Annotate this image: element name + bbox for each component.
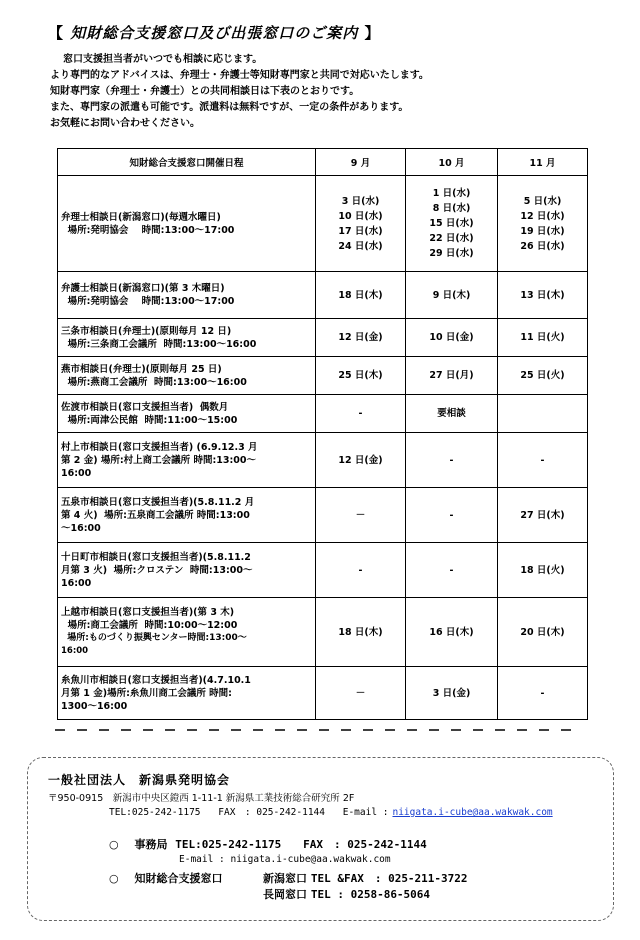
cell-value: -	[358, 564, 363, 576]
office-email: E-mail : niigata.i-cube@aa.wakwak.com	[179, 854, 391, 865]
intro-line: また、専門家の派遣も可能です。派遣料は無料ですが、一定の条件があります。	[50, 102, 409, 113]
cell-value: －	[355, 687, 366, 699]
cell-value: 5 日(水) 12 日(水) 19 日(水) 26 日(水)	[520, 195, 565, 252]
description-line: 場所:発明協会 時間:13:00～17:00	[61, 224, 235, 236]
cell-value: －	[355, 509, 366, 521]
cell-value: 27 日(木)	[520, 509, 565, 521]
row-description	[58, 488, 316, 543]
cell-oct	[406, 667, 498, 720]
description-line: 五泉市相談日(窓口支援担当者)(5.8.11.2 月	[61, 496, 255, 508]
cell-oct	[406, 176, 498, 272]
cell-nov	[498, 543, 588, 598]
table-row	[58, 176, 588, 272]
cell-value: 9 日(木)	[432, 289, 471, 301]
cell-value: -	[449, 454, 454, 466]
description-line: 場所:燕商工会議所 時間:13:00～16:00	[61, 376, 247, 388]
description-line: 村上市相談日(窓口支援担当者) (6.9.12.3 月	[61, 441, 258, 453]
row-description	[58, 272, 316, 319]
row-description	[58, 667, 316, 720]
title-text: 知財総合支援窓口及び出張窓口のご案内	[70, 24, 359, 42]
cell-oct	[406, 488, 498, 543]
description-line: 16:00	[61, 467, 92, 479]
description-line: 場所:商工会議所 時間:10:00～12:00	[61, 620, 238, 631]
description-line: ～16:00	[61, 522, 101, 534]
description-line: 月第 3 火) 場所:クロステン 時間:13:00～	[61, 564, 253, 576]
row-description	[58, 598, 316, 667]
cell-value: 27 日(月)	[429, 370, 474, 381]
table-header-row	[58, 149, 588, 176]
cell-value: -	[540, 687, 545, 699]
cell-sep	[316, 176, 406, 272]
table-body	[58, 176, 588, 720]
cell-value: 12 日(金)	[338, 454, 383, 466]
table-row	[58, 395, 588, 433]
description-line: 月第 1 金)場所:糸魚川商工会議所 時間:	[61, 687, 232, 699]
cell-oct	[406, 319, 498, 357]
description-line: 三条市相談日(弁理士)(原則毎月 12 日)	[61, 325, 232, 337]
bullet-icon: ○	[109, 838, 119, 851]
org-tel: TEL:025-242-1175	[109, 807, 201, 818]
office-row	[109, 836, 427, 852]
org-fax: FAX : 025-242-1144	[218, 807, 325, 818]
table-row	[58, 319, 588, 357]
office-fax: FAX : 025-242-1144	[303, 838, 427, 851]
table-row	[58, 667, 588, 720]
cell-nov	[498, 395, 588, 433]
center-label: 知財総合支援窓口	[134, 872, 223, 885]
nagaoka-row	[263, 886, 430, 902]
cell-value: 11 日(火)	[520, 332, 565, 343]
cell-value: 10 日(金)	[429, 332, 474, 343]
table-row	[58, 433, 588, 488]
cell-value: 20 日(木)	[520, 626, 565, 638]
row-description	[58, 543, 316, 598]
cell-value: 1 日(水) 8 日(水) 15 日(水) 22 日(水) 29 日(水)	[429, 188, 474, 259]
intro-line: お気軽にお問い合わせください。	[50, 118, 200, 129]
cell-value: 16 日(木)	[429, 626, 474, 638]
header-schedule: 知財総合支援窓口開催日程	[58, 149, 316, 176]
bullet-icon: ○	[109, 872, 119, 885]
cell-sep	[316, 543, 406, 598]
description-line: 第 2 金) 場所:村上商工会議所 時間:13:00～	[61, 454, 257, 466]
niigata-tel: TEL &FAX : 025-211-3722	[310, 872, 468, 885]
row-description	[58, 395, 316, 433]
cell-nov	[498, 272, 588, 319]
intro-paragraph	[50, 52, 429, 132]
description-line: 場所:発明協会 時間:13:00～17:00	[61, 296, 235, 307]
row-description	[58, 357, 316, 395]
org-email-label: E-mail :	[342, 807, 389, 818]
cell-sep	[316, 357, 406, 395]
cell-oct	[406, 543, 498, 598]
cell-value: 25 日(木)	[338, 370, 383, 381]
description-line: 燕市相談日(弁理士)(原則毎月 25 日)	[61, 363, 222, 375]
table-row	[58, 357, 588, 395]
description-line: 場所:ものづくり振興センター時間:13:00～	[61, 633, 247, 643]
nagaoka-tel: TEL : 0258-86-5064	[310, 888, 431, 901]
center-row	[109, 870, 222, 886]
description-line: 16:00	[61, 646, 89, 656]
row-description	[58, 433, 316, 488]
cell-sep	[316, 667, 406, 720]
description-line: 佐渡市相談日(窓口支援担当者) 偶数月	[61, 401, 229, 413]
cell-value: 3 日(金)	[432, 687, 471, 699]
cell-value: 25 日(火)	[520, 370, 565, 381]
cell-oct	[406, 357, 498, 395]
cell-value: 3 日(水) 10 日(水) 17 日(水) 24 日(水)	[338, 195, 383, 252]
cell-value: -	[540, 454, 545, 466]
description-line: 16:00	[61, 577, 92, 589]
title-close-bracket: 】	[364, 24, 381, 42]
office-tel: TEL:025-242-1175	[175, 838, 282, 851]
nagaoka-label: 長岡窓口	[263, 888, 307, 901]
cell-sep	[316, 488, 406, 543]
description-line: 弁護士相談日(新潟窓口)(第 3 木曜日)	[61, 283, 225, 294]
description-line: 1300～16:00	[61, 700, 128, 712]
header-october: 10 月	[406, 149, 498, 176]
table-row	[58, 272, 588, 319]
intro-line: 知財専門家（弁理士・弁護士）との共同相談日は下表のとおりです。	[50, 86, 360, 97]
cell-sep	[316, 272, 406, 319]
org-contact-line	[109, 804, 553, 818]
cell-nov	[498, 667, 588, 720]
row-description	[58, 319, 316, 357]
cell-value: 要相談	[437, 408, 466, 419]
description-line: 場所:三条商工会議所 時間:13:00～16:00	[61, 338, 257, 350]
office-label: 事務局	[134, 838, 168, 851]
intro-line: より専門的なアドバイスは、弁理士・弁護士等知財専門家と共同で対応いたします。	[50, 70, 429, 81]
cell-oct	[406, 598, 498, 667]
cell-value: 18 日(木)	[338, 289, 383, 301]
page-title	[48, 22, 381, 43]
cell-value: 18 日(木)	[338, 626, 383, 638]
description-line: 第 4 火) 場所:五泉商工会議所 時間:13:00	[61, 509, 250, 521]
cell-nov	[498, 319, 588, 357]
cell-nov	[498, 598, 588, 667]
cell-value: -	[358, 408, 363, 419]
cell-nov	[498, 488, 588, 543]
cell-oct	[406, 272, 498, 319]
cell-value: 12 日(金)	[338, 332, 383, 343]
header-september: 9 月	[316, 149, 406, 176]
row-description	[58, 176, 316, 272]
title-open-bracket: 【	[48, 24, 65, 42]
cell-value: -	[449, 509, 454, 521]
cell-oct	[406, 433, 498, 488]
cell-sep	[316, 395, 406, 433]
description-line: 上越市相談日(窓口支援担当者)(第 3 木)	[61, 607, 235, 618]
schedule-table	[57, 148, 588, 720]
org-name: 一般社団法人 新潟県発明協会	[48, 773, 231, 787]
cell-nov	[498, 176, 588, 272]
cell-value: -	[449, 564, 454, 576]
table-row	[58, 598, 588, 667]
description-line: 十日町市相談日(窓口支援担当者)(5.8.11.2	[61, 551, 251, 563]
niigata-label: 新潟窓口	[263, 872, 307, 885]
description-line: 糸魚川市相談日(窓口支援担当者)(4.7.10.1	[61, 674, 251, 686]
org-address: 〒950-0915 新潟市中央区鐙西 1-11-1 新潟県工業技術総合研究所 2F	[48, 793, 355, 804]
table-row	[58, 543, 588, 598]
cell-sep	[316, 319, 406, 357]
cell-nov	[498, 433, 588, 488]
description-line: 場所:両津公民館 時間:11:00～15:00	[61, 414, 238, 426]
header-november: 11 月	[498, 149, 588, 176]
table-row	[58, 488, 588, 543]
description-line: 弁理士相談日(新潟窓口)(毎週水曜日)	[61, 211, 221, 223]
cell-oct	[406, 395, 498, 433]
cell-value: 18 日(火)	[520, 564, 565, 576]
niigata-row	[263, 870, 468, 886]
dashed-separator	[55, 728, 583, 732]
cell-value: 13 日(木)	[520, 289, 565, 301]
email-link[interactable]: niigata.i-cube@aa.wakwak.com	[392, 807, 553, 818]
cell-nov	[498, 357, 588, 395]
cell-sep	[316, 598, 406, 667]
intro-line: 窓口支援担当者がいつでも相談に応じます。	[63, 54, 263, 65]
cell-sep	[316, 433, 406, 488]
